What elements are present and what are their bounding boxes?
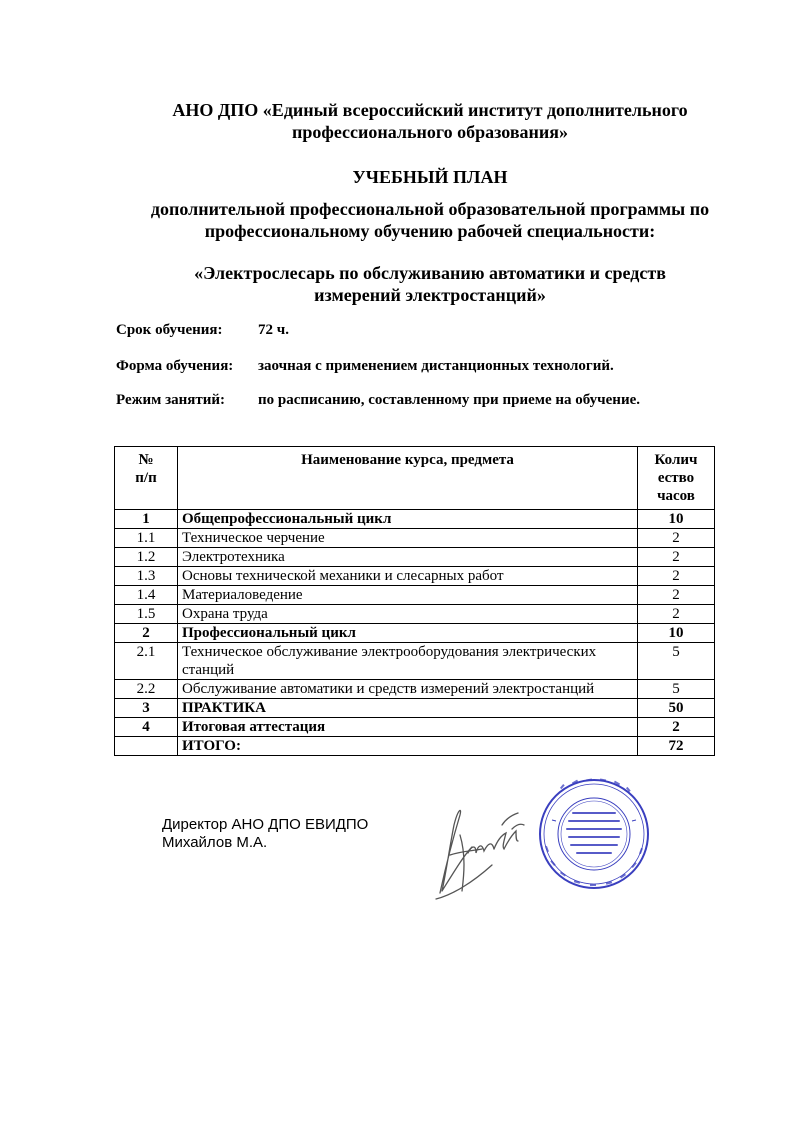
row-number: 1 xyxy=(115,510,178,529)
org-line-1: АНО ДПО «Единый всероссийский институт дополнительного xyxy=(172,100,688,120)
row-number: 4 xyxy=(115,718,178,737)
row-number: 1.2 xyxy=(115,548,178,567)
table-row xyxy=(115,529,715,548)
curriculum-table xyxy=(114,446,715,756)
header-number xyxy=(115,447,178,510)
row-number: 1.4 xyxy=(115,586,178,605)
row-hours: 5 xyxy=(638,643,715,680)
row-course-name: Профессиональный цикл xyxy=(178,624,638,643)
row-hours: 2 xyxy=(638,718,715,737)
row-number: 3 xyxy=(115,699,178,718)
row-number: 2.2 xyxy=(115,680,178,699)
header-number-line-1: № xyxy=(138,452,154,468)
row-course-name: Техническое черчение xyxy=(178,529,638,548)
header-hours-line-2: ество xyxy=(657,470,695,486)
row-hours: 2 xyxy=(638,548,715,567)
table-section-row xyxy=(115,510,715,529)
table-row xyxy=(115,643,715,680)
table-section-row xyxy=(115,699,715,718)
row-course-name: Электротехника xyxy=(178,548,638,567)
header-hours-line-3: часов xyxy=(657,488,695,504)
name-line-2: измерений электростанций» xyxy=(314,285,546,305)
row-number: 2 xyxy=(115,624,178,643)
row-hours: 10 xyxy=(638,624,715,643)
row-hours: 10 xyxy=(638,510,715,529)
row-hours: 2 xyxy=(638,567,715,586)
row-number: 2.1 xyxy=(115,643,178,680)
header-hours xyxy=(638,447,715,510)
table-row xyxy=(115,567,715,586)
duration-value: 72 ч. xyxy=(258,322,289,338)
mode-label: Режим занятий: xyxy=(116,392,226,408)
desc-line-2: профессиональному обучению рабочей специальности: xyxy=(204,221,656,241)
form-value: заочная с применением дистанционных технологий. xyxy=(258,358,614,374)
mode-value: по расписанию, составленному при приеме на обучение. xyxy=(258,392,640,408)
table-row xyxy=(115,548,715,567)
row-course-name: Материаловедение xyxy=(178,586,638,605)
table-body xyxy=(115,510,715,756)
table-row xyxy=(115,586,715,605)
duration-label: Срок обучения: xyxy=(116,322,223,338)
row-number: 1.5 xyxy=(115,605,178,624)
row-hours: 72 xyxy=(638,737,715,756)
program-description xyxy=(100,198,760,242)
signature-image xyxy=(432,795,532,900)
director-block xyxy=(162,816,368,852)
row-hours: 2 xyxy=(638,529,715,548)
desc-line-1: дополнительной профессиональной образовательной программы по xyxy=(150,199,710,219)
row-course-name: ПРАКТИКА xyxy=(178,699,638,718)
row-course-name: ИТОГО: xyxy=(178,737,638,756)
table-row xyxy=(115,680,715,699)
row-course-name: Основы технической механики и слесарных работ xyxy=(178,567,638,586)
row-hours: 50 xyxy=(638,699,715,718)
header-hours-line-1: Колич xyxy=(654,452,698,468)
document-title: УЧЕБНЫЙ ПЛАН xyxy=(352,167,508,187)
row-course-name: Техническое обслуживание электрооборудования электрических станций xyxy=(178,643,638,680)
director-title: Директор АНО ДПО ЕВИДПО xyxy=(162,816,369,833)
row-course-name: Итоговая аттестация xyxy=(178,718,638,737)
organization-name xyxy=(100,99,760,143)
director-name: Михайлов М.А. xyxy=(162,834,268,851)
row-course-name: Обслуживание автоматики и средств измерений электростанций xyxy=(178,680,638,699)
header-number-line-2: п/п xyxy=(135,470,157,486)
row-course-name: Общепрофессиональный цикл xyxy=(178,510,638,529)
row-number xyxy=(115,737,178,756)
name-line-1: «Электрослесарь по обслуживанию автоматики и средств xyxy=(194,263,666,283)
row-hours: 5 xyxy=(638,680,715,699)
header-course-name: Наименование курса, предмета xyxy=(178,447,638,510)
row-hours: 2 xyxy=(638,605,715,624)
row-course-name: Охрана труда xyxy=(178,605,638,624)
organization-seal-image xyxy=(538,778,650,890)
table-header-row xyxy=(115,447,715,510)
row-number: 1.3 xyxy=(115,567,178,586)
form-label: Форма обучения: xyxy=(116,358,234,374)
org-line-2: профессионального образования» xyxy=(291,122,569,142)
row-hours: 2 xyxy=(638,586,715,605)
table-row xyxy=(115,605,715,624)
table-section-row xyxy=(115,737,715,756)
table-section-row xyxy=(115,718,715,737)
row-number: 1.1 xyxy=(115,529,178,548)
table-section-row xyxy=(115,624,715,643)
program-name xyxy=(100,262,760,306)
